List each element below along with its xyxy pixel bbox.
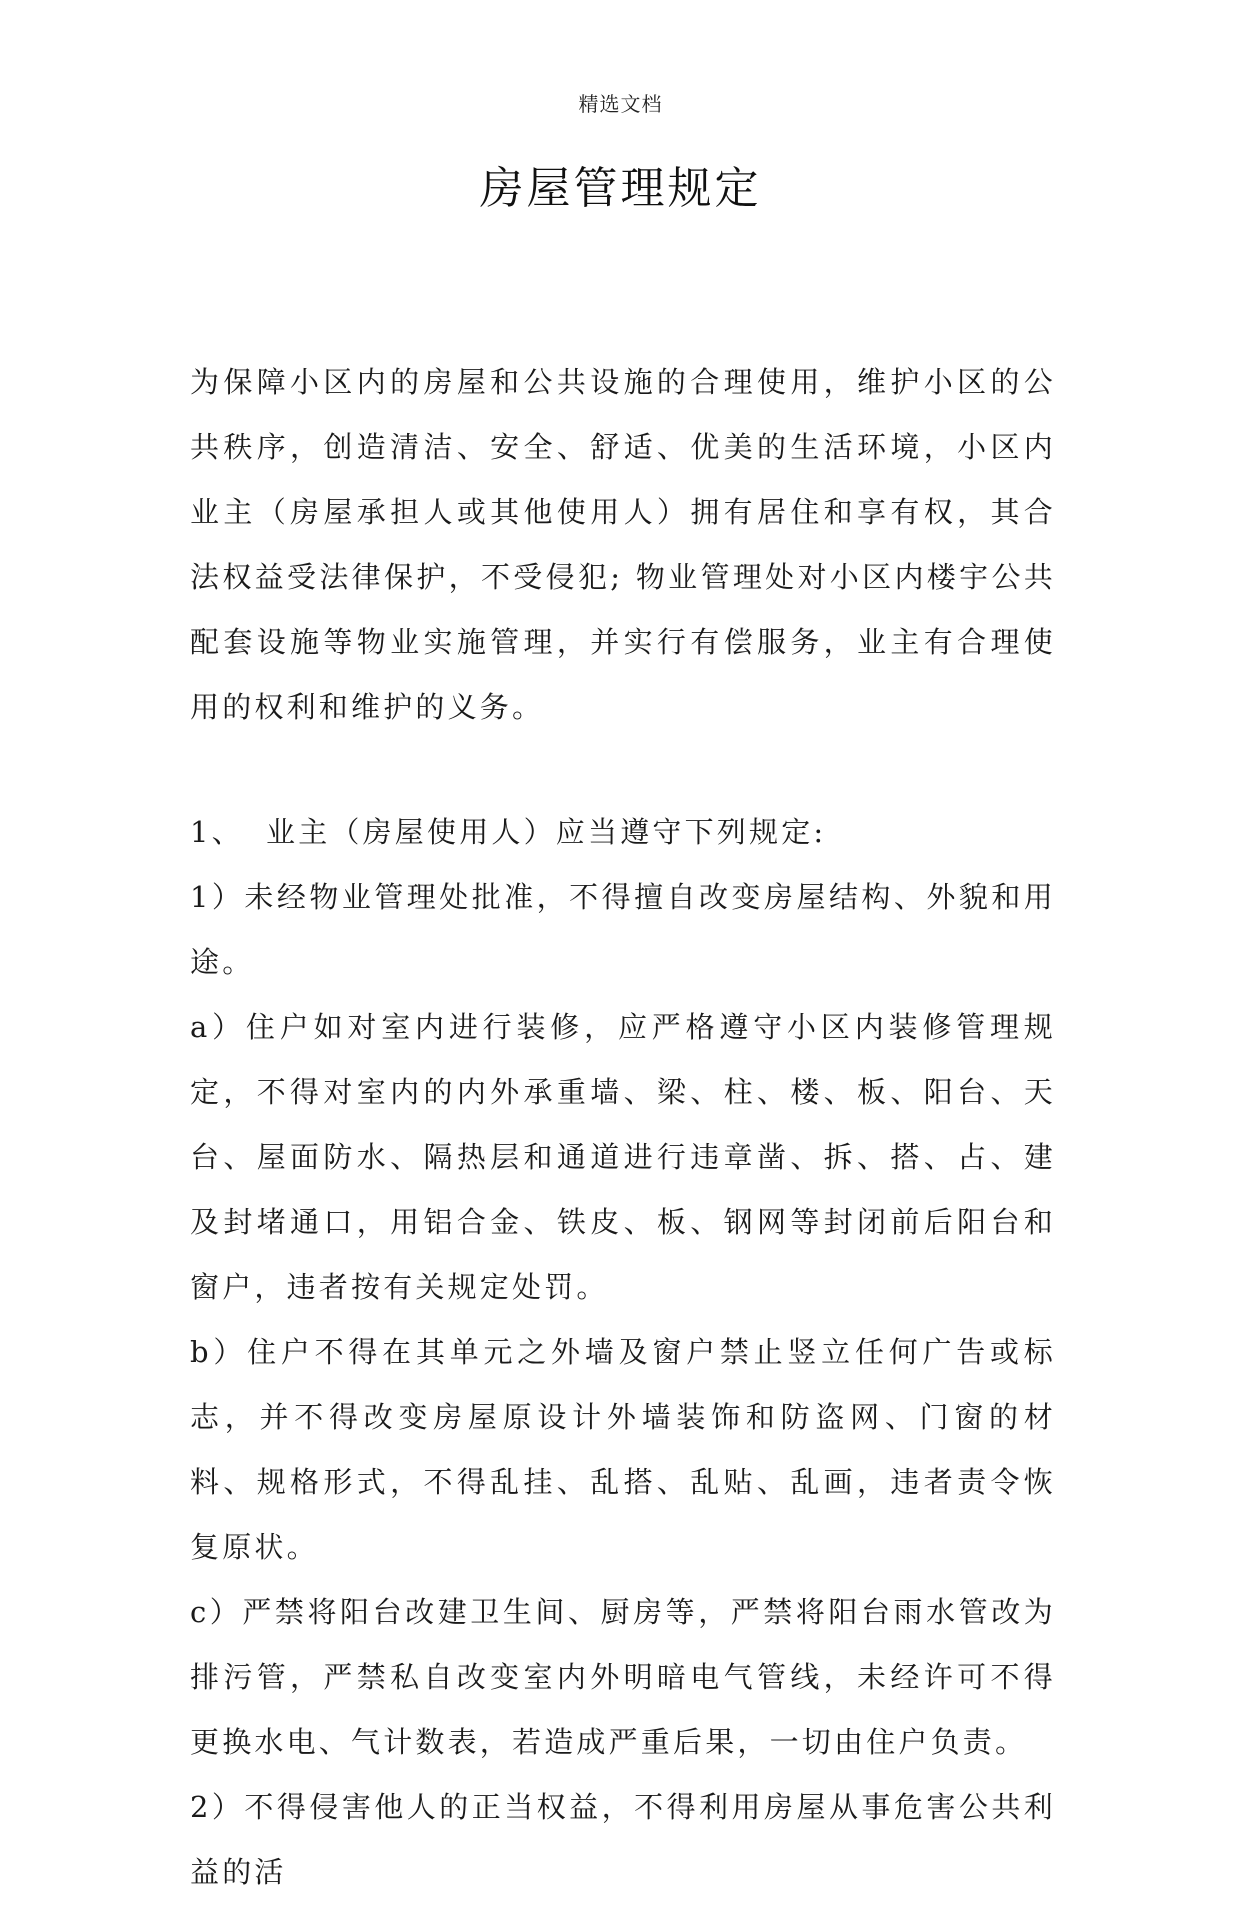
- section-number: 1、: [190, 815, 244, 849]
- item-1a: a）住户如对室内进行装修，应严格遵守小区内装修管理规定，不得对室内的内外承重墙、梁、柱、楼、板、阳台、天台、屋面防水、隔热层和通道进行违章凿、拆、搭、占、建及封堵通口，用铝合金、铁皮、板、钢网等封闭前后阳台和窗户，违者按有关规定处罚。: [190, 1010, 1056, 1304]
- header-label: 精选文档: [578, 92, 663, 116]
- item-1c: c）严禁将阳台改建卫生间、厨房等，严禁将阳台雨水管改为排污管，严禁私自改变室内外明暗电气管线，未经许可不得更换水电、气计数表，若造成严重后果，一切由住户负责。: [190, 1595, 1056, 1759]
- document-body: [190, 350, 1056, 1905]
- section-heading-text: 业主（房屋使用人）应当遵守下列规定:: [266, 815, 827, 849]
- section-heading: [190, 800, 1056, 865]
- intro-paragraph: 为保障小区内的房屋和公共设施的合理使用，维护小区的公共秩序，创造清洁、安全、舒适、优美的生活环境，小区内业主（房屋承担人或其他使用人）拥有居住和享有权，其合法权益受法律保护，不受侵犯; 物业管理处对小区内楼宇公共配套设施等物业实施管理，并实行有偿服务，业主有合理使用的权利和维护的义务。: [190, 365, 1056, 724]
- item-2: 2）不得侵害他人的正当权益，不得利用房屋从事危害公共利益的活: [190, 1790, 1056, 1889]
- item-1b: b）住户不得在其单元之外墙及窗户禁止竖立任何广告或标志，并不得改变房屋原设计外墙装饰和防盗网、门窗的材料、规格形式，不得乱挂、乱搭、乱贴、乱画，违者责令恢复原状。: [190, 1335, 1056, 1564]
- paragraph-spacer: [190, 740, 1056, 800]
- item-1: 1）未经物业管理处批准，不得擅自改变房屋结构、外貌和用途。: [190, 880, 1056, 979]
- document-title: 房屋管理规定: [479, 163, 762, 214]
